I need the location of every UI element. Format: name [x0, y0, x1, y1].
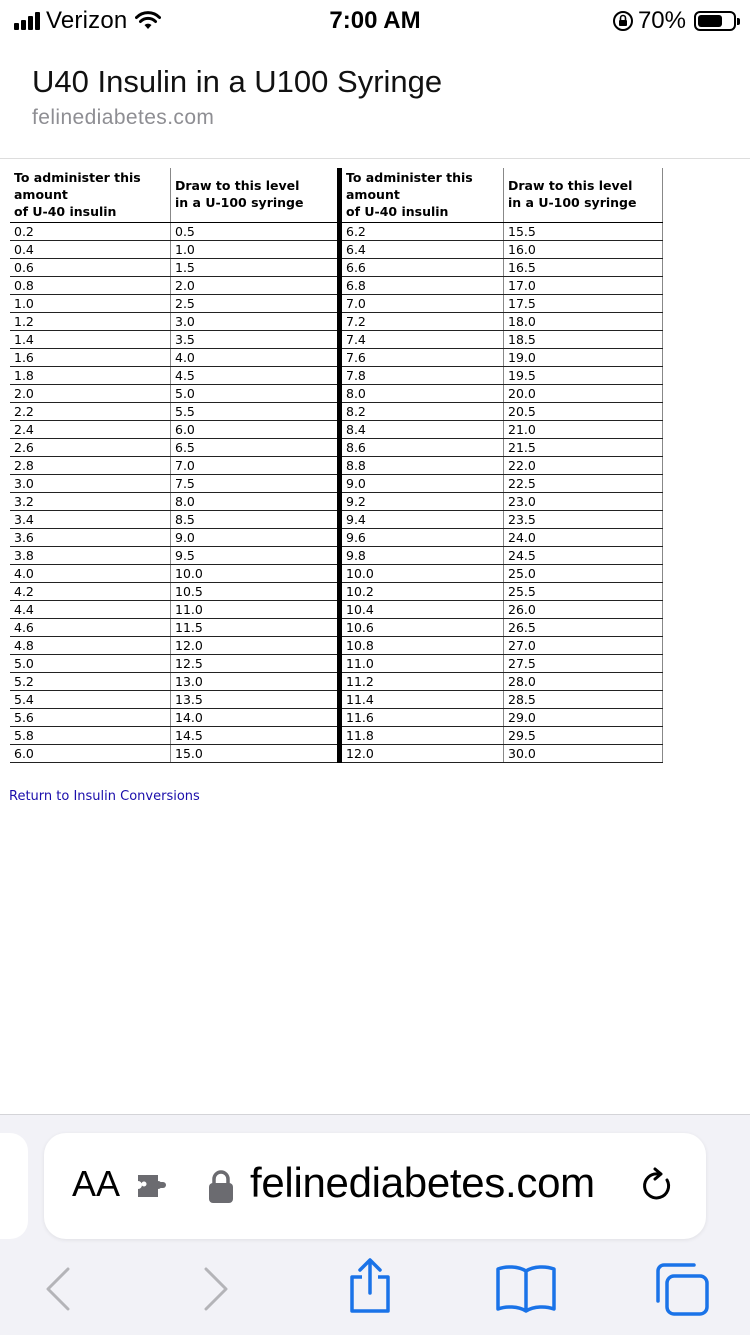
table-row: [10, 331, 663, 349]
table-header-row: [10, 168, 663, 223]
table-cell: 2.6: [10, 439, 171, 457]
table-cell: 27.5: [504, 655, 663, 673]
lock-icon: [206, 1169, 236, 1205]
table-cell: 13.5: [171, 691, 340, 709]
table-cell: 10.0: [171, 565, 340, 583]
table-cell: 9.4: [340, 511, 504, 529]
table-cell: 3.0: [10, 475, 171, 493]
table-row: [10, 367, 663, 385]
table-cell: 9.6: [340, 529, 504, 547]
table-cell: 20.5: [504, 403, 663, 421]
table-row: [10, 673, 663, 691]
return-to-conversions-link[interactable]: Return to Insulin Conversions: [9, 789, 200, 804]
table-cell: 6.0: [171, 421, 340, 439]
table-cell: 18.0: [504, 313, 663, 331]
table-row: [10, 691, 663, 709]
table-cell: 16.0: [504, 241, 663, 259]
table-row: [10, 475, 663, 493]
status-bar: [0, 0, 750, 40]
table-cell: 6.6: [340, 259, 504, 277]
table-row: [10, 493, 663, 511]
table-row: [10, 727, 663, 745]
table-cell: 17.0: [504, 277, 663, 295]
table-cell: 2.0: [171, 277, 340, 295]
table-cell: 15.5: [504, 223, 663, 241]
table-cell: 11.6: [340, 709, 504, 727]
table-cell: 5.0: [171, 385, 340, 403]
bookmarks-icon[interactable]: [494, 1263, 558, 1313]
table-row: [10, 637, 663, 655]
table-cell: 9.0: [171, 529, 340, 547]
table-cell: 22.5: [504, 475, 663, 493]
clock: 7:00 AM: [329, 7, 421, 34]
table-cell: 0.5: [171, 223, 340, 241]
table-cell: 6.5: [171, 439, 340, 457]
table-cell: 0.2: [10, 223, 171, 241]
table-row: [10, 655, 663, 673]
table-cell: 28.5: [504, 691, 663, 709]
table-cell: 25.0: [504, 565, 663, 583]
table-cell: 29.5: [504, 727, 663, 745]
table-cell: 21.5: [504, 439, 663, 457]
table-cell: 8.8: [340, 457, 504, 475]
table-cell: 11.8: [340, 727, 504, 745]
table-cell: 4.2: [10, 583, 171, 601]
table-cell: 10.5: [171, 583, 340, 601]
table-cell: 4.6: [10, 619, 171, 637]
table-cell: 5.6: [10, 709, 171, 727]
table-row: [10, 547, 663, 565]
table-cell: 5.8: [10, 727, 171, 745]
table-cell: 3.5: [171, 331, 340, 349]
table-cell: 18.5: [504, 331, 663, 349]
table-cell: 28.0: [504, 673, 663, 691]
table-cell: 3.8: [10, 547, 171, 565]
forward-button[interactable]: [200, 1265, 232, 1318]
table-cell: 3.0: [171, 313, 340, 331]
table-cell: 6.8: [340, 277, 504, 295]
battery-percent: 70%: [637, 7, 686, 34]
table-cell: 30.0: [504, 745, 663, 763]
url-text[interactable]: felinediabetes.com: [250, 1159, 595, 1206]
table-cell: 6.4: [340, 241, 504, 259]
table-cell: 23.5: [504, 511, 663, 529]
forward-icon[interactable]: [200, 1265, 232, 1313]
table-row: [10, 583, 663, 601]
table-row: [10, 313, 663, 331]
table-cell: 4.0: [10, 565, 171, 583]
table-cell: 2.4: [10, 421, 171, 439]
table-cell: 9.8: [340, 547, 504, 565]
table-cell: 3.2: [10, 493, 171, 511]
table-cell: 10.2: [340, 583, 504, 601]
table-cell: 1.5: [171, 259, 340, 277]
table-cell: 0.4: [10, 241, 171, 259]
header-u40-amount-2: To administer this amount of U-40 insulin: [340, 168, 504, 223]
table-cell: 7.5: [171, 475, 340, 493]
table-cell: 8.5: [171, 511, 340, 529]
table-cell: 7.8: [340, 367, 504, 385]
table-cell: 8.4: [340, 421, 504, 439]
table-row: [10, 709, 663, 727]
back-button[interactable]: [42, 1265, 74, 1318]
table-cell: 4.8: [10, 637, 171, 655]
table-row: [10, 349, 663, 367]
table-cell: 10.0: [340, 565, 504, 583]
status-right: [612, 7, 736, 35]
table-row: [10, 511, 663, 529]
table-cell: 3.6: [10, 529, 171, 547]
table-row: [10, 385, 663, 403]
table-cell: 8.0: [171, 493, 340, 511]
table-cell: 21.0: [504, 421, 663, 439]
table-row: [10, 403, 663, 421]
table-cell: 10.6: [340, 619, 504, 637]
table-cell: 0.8: [10, 277, 171, 295]
header-u40-amount-1: To administer this amount of U-40 insulin: [10, 168, 171, 223]
table-cell: 19.5: [504, 367, 663, 385]
carrier-name: Verizon: [46, 7, 128, 34]
table-cell: 12.0: [171, 637, 340, 655]
table-cell: 29.0: [504, 709, 663, 727]
header-u100-level-2: Draw to this level in a U-100 syringe: [504, 168, 663, 223]
table-cell: 9.0: [340, 475, 504, 493]
tabs-button[interactable]: [652, 1261, 712, 1322]
table-cell: 5.2: [10, 673, 171, 691]
table-cell: 14.5: [171, 727, 340, 745]
header-u100-level-1: Draw to this level in a U-100 syringe: [171, 168, 340, 223]
table-cell: 1.0: [171, 241, 340, 259]
table-cell: 16.5: [504, 259, 663, 277]
page-title: U40 Insulin in a U100 Syringe: [32, 64, 443, 99]
reader-options-button[interactable]: AA: [72, 1163, 121, 1204]
table-cell: 1.6: [10, 349, 171, 367]
reload-icon[interactable]: [640, 1167, 676, 1205]
table-cell: 26.0: [504, 601, 663, 619]
table-row: [10, 439, 663, 457]
table-cell: 6.0: [10, 745, 171, 763]
table-cell: 12.0: [340, 745, 504, 763]
table-cell: 2.2: [10, 403, 171, 421]
table-row: [10, 619, 663, 637]
table-row: [10, 529, 663, 547]
table-row: [10, 745, 663, 763]
table-cell: 9.5: [171, 547, 340, 565]
table-cell: 4.0: [171, 349, 340, 367]
table-cell: 7.2: [340, 313, 504, 331]
table-cell: 11.4: [340, 691, 504, 709]
table-cell: 4.4: [10, 601, 171, 619]
table-cell: 24.0: [504, 529, 663, 547]
table-cell: 3.4: [10, 511, 171, 529]
table-cell: 20.0: [504, 385, 663, 403]
table-cell: 2.0: [10, 385, 171, 403]
table-row: [10, 223, 663, 241]
table-cell: 1.4: [10, 331, 171, 349]
table-cell: 10.4: [340, 601, 504, 619]
table-cell: 4.5: [171, 367, 340, 385]
extension-icon[interactable]: [136, 1171, 176, 1201]
address-bar[interactable]: [44, 1133, 706, 1239]
bookmarks-button[interactable]: [494, 1263, 558, 1318]
table-cell: 8.0: [340, 385, 504, 403]
back-icon[interactable]: [42, 1265, 74, 1313]
table-cell: 7.0: [171, 457, 340, 475]
table-cell: 2.5: [171, 295, 340, 313]
navigation-row: [0, 1253, 750, 1333]
table-cell: 2.8: [10, 457, 171, 475]
table-row: [10, 295, 663, 313]
table-row: [10, 601, 663, 619]
table-cell: 13.0: [171, 673, 340, 691]
table-cell: 24.5: [504, 547, 663, 565]
tabs-icon[interactable]: [652, 1261, 712, 1317]
table-cell: 11.2: [340, 673, 504, 691]
table-cell: 27.0: [504, 637, 663, 655]
table-cell: 1.2: [10, 313, 171, 331]
table-cell: 5.5: [171, 403, 340, 421]
table-row: [10, 259, 663, 277]
table-cell: 5.0: [10, 655, 171, 673]
table-cell: 22.0: [504, 457, 663, 475]
table-cell: 11.0: [171, 601, 340, 619]
orientation-lock-icon: [612, 10, 634, 32]
table-row: [10, 277, 663, 295]
table-cell: 7.0: [340, 295, 504, 313]
table-cell: 12.5: [171, 655, 340, 673]
page-header: [0, 40, 750, 159]
table-cell: 11.0: [340, 655, 504, 673]
previous-tab-preview[interactable]: [0, 1133, 28, 1239]
table-cell: 8.6: [340, 439, 504, 457]
table-cell: 6.2: [340, 223, 504, 241]
table-cell: 26.5: [504, 619, 663, 637]
table-cell: 10.8: [340, 637, 504, 655]
table-row: [10, 565, 663, 583]
table-row: [10, 457, 663, 475]
share-icon[interactable]: [346, 1257, 394, 1315]
table-cell: 9.2: [340, 493, 504, 511]
safari-toolbar: [0, 1114, 750, 1335]
table-cell: 14.0: [171, 709, 340, 727]
table-cell: 5.4: [10, 691, 171, 709]
conversion-table: [10, 168, 663, 763]
table-cell: 15.0: [171, 745, 340, 763]
table-cell: 17.5: [504, 295, 663, 313]
table-cell: 0.6: [10, 259, 171, 277]
battery-icon: [694, 11, 736, 31]
table-cell: 11.5: [171, 619, 340, 637]
table-row: [10, 241, 663, 259]
table-row: [10, 421, 663, 439]
table-cell: 23.0: [504, 493, 663, 511]
table-cell: 7.6: [340, 349, 504, 367]
page-domain: felinediabetes.com: [32, 106, 215, 129]
share-button[interactable]: [346, 1257, 394, 1320]
table-cell: 25.5: [504, 583, 663, 601]
table-cell: 1.8: [10, 367, 171, 385]
table-cell: 19.0: [504, 349, 663, 367]
table-cell: 8.2: [340, 403, 504, 421]
table-cell: 7.4: [340, 331, 504, 349]
table-cell: 1.0: [10, 295, 171, 313]
